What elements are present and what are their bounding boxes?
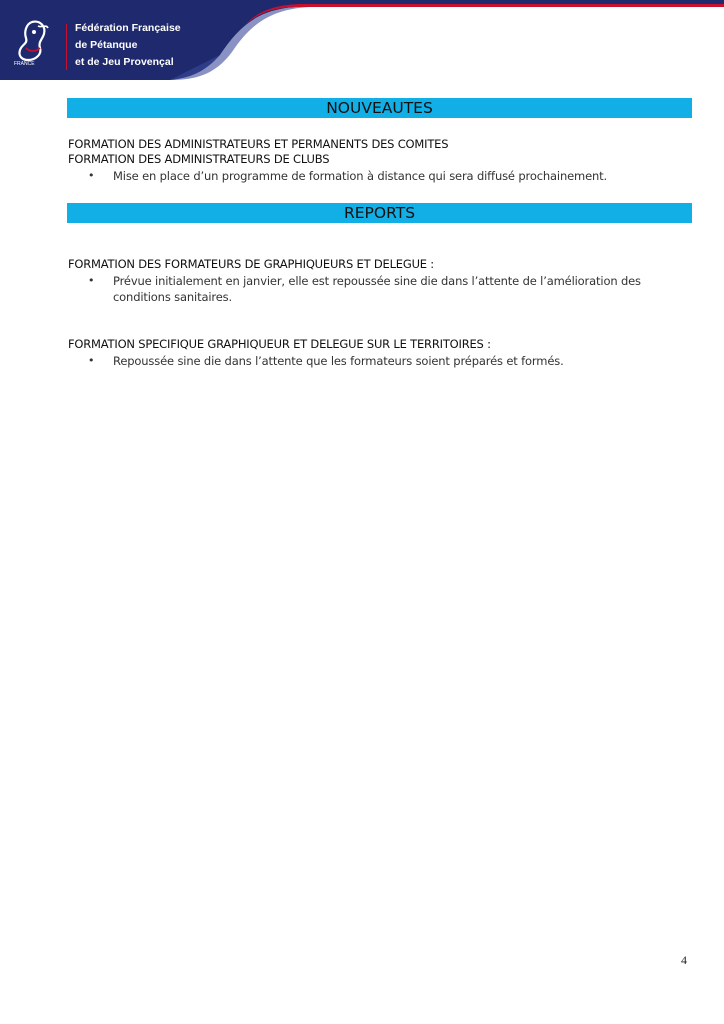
bullet-glyph: • xyxy=(88,274,95,287)
bullet-text: Repoussée sine die dans l’attente que les formateurs soient préparés et formés. xyxy=(113,354,564,368)
bullet-text: Mise en place d’un programme de formation à distance qui sera diffusé prochainement. xyxy=(113,169,608,183)
org-name-line-1: Fédération Française xyxy=(75,22,181,34)
nouveautes-title-1: FORMATION DES ADMINISTRATEURS ET PERMANENTS DES COMITES xyxy=(68,137,449,151)
reports-bullet-2 xyxy=(88,353,678,369)
bullet-glyph: • xyxy=(88,169,95,182)
org-name-line-2: de Pétanque xyxy=(75,39,138,51)
reports-bullet-1 xyxy=(88,273,678,305)
nouveautes-bullet-1 xyxy=(88,168,678,184)
page-number: 4 xyxy=(681,953,687,967)
bullet-glyph: • xyxy=(88,354,95,367)
header-divider xyxy=(66,24,67,70)
nouveautes-title-2: FORMATION DES ADMINISTRATEURS DE CLUBS xyxy=(68,152,330,166)
bullet-text: Prévue initialement en janvier, elle est repoussée sine die dans l’attente de l’amélioration des conditions sanitaires. xyxy=(113,274,641,304)
letterhead-header xyxy=(0,0,724,80)
svg-text:FRANCE: FRANCE xyxy=(14,61,35,66)
organization-name xyxy=(75,20,181,71)
org-name-line-3: et de Jeu Provençal xyxy=(75,56,174,68)
reports-title-2: FORMATION SPECIFIQUE GRAPHIQUEUR ET DELEGUE SUR LE TERRITOIRES : xyxy=(68,337,491,351)
nouveautes-banner: NOUVEAUTES xyxy=(67,98,692,118)
reports-banner: REPORTS xyxy=(67,203,692,223)
reports-title-1: FORMATION DES FORMATEURS DE GRAPHIQUEURS ET DELEGUE : xyxy=(68,257,434,271)
